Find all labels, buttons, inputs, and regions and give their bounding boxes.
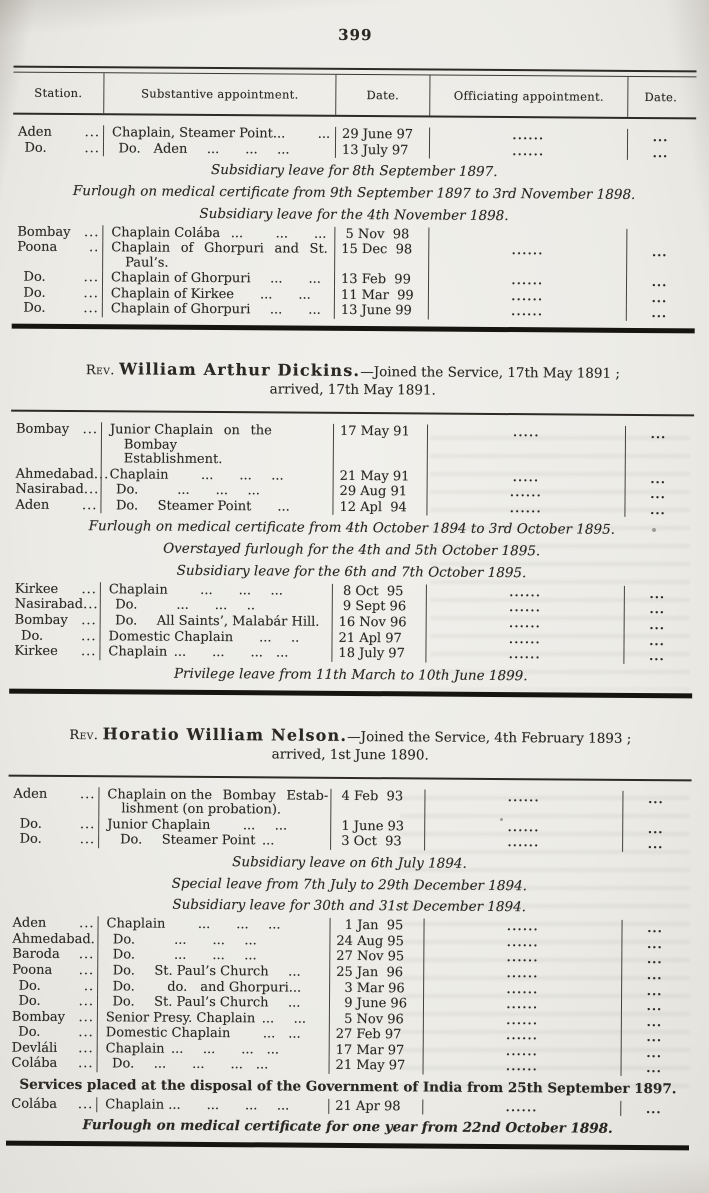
station-leader-dots: ... [80,644,97,660]
date-cell: 3 Oct 93 [330,834,424,850]
station-cell [7,1009,97,1025]
station-leader-dots: ... [78,1056,94,1072]
date-cell: 21 May 91 [333,468,427,484]
substantive-appointment-cell: Chaplain ... ... ... ... [99,644,331,661]
station-cell [7,947,97,963]
station-cell [11,422,101,467]
reverend-prefix: Rev. [85,363,115,379]
substantive-appointment-cell: Do. ... ... ... [97,932,329,949]
officiating-date-cell: ... [621,1060,687,1076]
station-name: Bombay [15,421,70,437]
date-cell: 3 Mar 96 [329,980,423,996]
date-cell: 4 Feb 93 [330,788,424,819]
substantive-appointment-cell: Do. do. and Ghorpuri... [97,979,329,996]
service-note: Furlough on medical certificate for one year from 22nd October 1898. [82,1117,613,1138]
officiating-appointment-cell: ...... [425,647,623,664]
officiating-date-cell: ... [624,502,690,518]
date-cell: 8 Oct 95 [332,584,426,600]
arrived-text: arrived, 1st June 1890. [271,745,429,764]
officiating-date-cell: ... [626,244,692,275]
station-name: Aden [18,124,52,140]
date-cell: 1 Jan 95 [329,918,423,934]
station-cell [11,466,110,482]
station-leader-dots: ... [79,816,96,832]
officiating-appointment-cell: ...... [429,128,627,145]
service-note: Subsidiary leave on 6th July 1894. [232,853,467,872]
date-cell: 9 June 96 [329,996,423,1012]
officiating-date-cell: ... [621,951,687,967]
officiating-appointment-cell: ...... [425,631,623,648]
officiating-date-cell: ... [620,1101,686,1117]
table-column-headers [13,73,696,118]
section-end-rule [9,688,692,698]
officiating-appointment-cell: ...... [427,485,625,502]
station-name: Do. [11,1024,41,1040]
station-cell [8,816,98,832]
officiating-date-cell: ... [621,936,687,952]
substantive-appointment-cell: Do. Steamer Point ... [100,498,332,515]
date-cell: 29 June 97 [335,127,429,143]
substantive-appointment-cell: Do. ... ... ... [97,948,329,965]
date-cell: 5 Nov 98 [334,227,428,243]
date-cell: 12 Apl 94 [332,500,426,516]
officiating-date-cell [626,229,692,245]
station-cell [10,628,100,644]
officiating-appointment-cell: ...... [423,1028,621,1045]
substantive-appointment-cell: Chaplain, Steamer Point... ... [103,125,335,142]
column-header-date: Date. [335,75,429,116]
service-note: Subsidiary leave for 30th and 31st December 1894. [172,897,527,916]
table-rows-block [10,422,694,518]
station-leader-dots: ... [78,1025,94,1041]
substantive-appointment-cell: Senior Presy. Chaplain ... ... [97,1010,329,1027]
joined-service-text: —Joined the Service, 4th February 1893 ; [347,728,632,747]
station-leader-dots: ... [83,270,100,286]
officiating-date-cell: ... [621,998,687,1014]
substantive-appointment-cell: Chaplain ... ... ... ... [97,1041,329,1058]
officiating-date-cell: ... [624,586,690,602]
station-name: Kirkee [14,581,59,597]
station-leader-dots: ... [78,963,95,979]
officiating-date-cell: ... [621,920,687,936]
substantive-appointment-cell: Do. St. Paul’s Church ... [97,963,329,980]
station-leader-dots: ... [83,286,100,302]
table-rows-block [9,581,693,664]
section-end-rule [6,1141,689,1151]
date-cell: 13 July 97 [335,142,429,158]
station-name: Do. [16,285,46,301]
officiating-appointment-cell: ...... [428,273,626,290]
service-note: Services placed at the disposal of the Government of India from 25th September 1897. [19,1076,677,1098]
date-cell: 21 May 97 [329,1058,423,1074]
station-name: Aden [15,497,50,513]
station-cell [13,125,103,141]
station-name: Bombay [11,1009,66,1025]
column-header-substantive-appointment: Substantive appointment. [103,73,335,115]
station-cell [12,224,102,240]
station-cell [11,482,101,498]
officiating-date-cell: ... [626,274,692,290]
service-note: Furlough on medical certificate from 4th October 1894 to 3rd October 1895. [88,518,616,539]
officiating-appointment-cell: ...... [422,1099,620,1116]
officiating-appointment-cell: ..... [427,424,625,470]
officiating-appointment-cell: ...... [423,1012,621,1029]
station-leader-dots: ... [83,301,99,317]
officiating-date-cell: ... [622,790,688,821]
column-header-officiating-appointment: Officiating appointment. [429,76,627,117]
service-note: Subsidiary leave for the 4th November 1898. [199,205,509,224]
station-leader-dots: ... [84,125,101,141]
officiating-date-cell: ... [625,426,691,471]
officiating-appointment-cell: ...... [426,500,624,517]
station-leader-dots: .. [88,240,100,256]
officiating-date-cell: ... [621,982,687,998]
date-cell: 11 Mar 99 [334,288,428,304]
officiating-appointment-cell: ...... [423,950,621,967]
table-row [12,240,695,275]
officiating-date-cell: ... [626,290,692,306]
date-cell: 25 Jan 96 [329,965,423,981]
station-cell [6,1096,96,1112]
station-name: Do. [14,628,44,644]
officiating-appointment-cell: ...... [423,981,621,998]
station-cell [7,931,97,947]
station-cell [7,994,97,1010]
officiating-appointment-cell: ...... [428,243,626,274]
page-number: 399 [338,25,373,45]
station-leader-dots: ... [77,1096,94,1112]
column-header-station: Station. [34,85,83,101]
service-note: Subsidiary leave for 8th September 1897. [211,162,498,181]
date-cell: 27 Feb 97 [329,1027,423,1043]
station-cell [12,270,102,286]
substantive-appointment-cell: Chaplain of Ghorpuri and St. Paul’s. [102,240,334,272]
officiating-date-cell: ... [627,129,693,145]
station-name: Ahmedabad [15,466,94,482]
station-name: Do. [17,269,46,286]
substantive-appointment-cell: Chaplain on the Bombay Estab- lishment (on probation). [98,787,330,819]
officiating-date-cell: ... [623,648,689,664]
station-cell [10,597,100,613]
officiating-date-cell: ... [624,601,690,617]
station-cell [10,497,100,513]
officiating-appointment-cell: ...... [428,288,626,305]
table-rows-block [13,125,696,161]
service-note: Overstayed furlough for the 4th and 5th October 1895. [163,540,541,560]
officiating-appointment-cell: ..... [427,469,625,486]
station-leader-dots: ... [78,1009,94,1025]
substantive-appointment-cell: Chaplain ... ... ... [97,917,329,934]
officiating-date-cell: ... [624,617,690,633]
date-cell: 17 May 91 [333,424,427,469]
station-leader-dots: . [90,932,96,948]
service-note: Special leave from 7th July to 29th December 1894. [171,875,528,894]
station-leader-dots: ... [79,786,96,802]
station-leader-dots: ... [82,422,99,438]
officiating-appointment-cell: ...... [424,835,622,852]
section-heading-line1 [11,359,694,383]
station-name: Aden [12,915,47,932]
station-name: Kirkee [14,643,58,660]
station-name: Do. [17,140,47,156]
substantive-appointment-cell: Domestic Chaplain ... ... [97,1025,329,1042]
officiating-date-cell: ... [622,820,688,836]
section-end-rule [12,324,695,334]
officiating-appointment-cell: ...... [423,919,621,936]
station-name: Devláli [11,1040,58,1056]
table-row [6,1096,689,1116]
substantive-appointment-cell: Chaplain of Kirkee ... ... [102,286,334,303]
date-cell: 9 Sept 96 [332,599,426,615]
station-cell [7,978,97,994]
table-rows-block [6,1096,689,1116]
officiating-appointment-cell: ...... [424,789,622,820]
date-cell: 17 Mar 97 [329,1043,423,1059]
officiating-date-cell: ... [621,967,687,983]
station-name: Poona [17,239,58,256]
date-cell: 27 Nov 95 [329,949,423,965]
table-rows-block [7,916,691,1076]
substantive-appointment-cell: Do. ... ... .. [100,598,332,615]
substantive-appointment-cell: Chaplain ... ... ... ... [96,1097,328,1114]
section-heading [11,359,694,401]
station-leader-dots: ... [83,224,100,240]
station-cell [10,613,100,629]
station-name: Nasirabad [15,481,84,498]
officiating-date-cell: ... [621,1013,687,1029]
station-cell [12,240,102,271]
station-leader-dots: ... [78,994,95,1010]
officiating-appointment-cell: ...... [426,615,624,632]
station-leader-dots: ... [83,597,99,613]
officiating-appointment-cell: ...... [423,934,621,951]
substantive-appointment-cell: Chaplain of Ghorpuri ... ... [102,302,334,319]
date-cell: 5 Nov 96 [329,1011,423,1027]
station-cell [7,916,97,932]
officiating-appointment-cell: ...... [423,997,621,1014]
station-name: Do. [16,301,46,317]
date-cell: 29 Aug 91 [333,484,427,500]
substantive-appointment-cell: Do. St. Paul’s Church ... [97,994,329,1011]
station-leader-dots: .. [83,978,95,994]
station-leader-dots: ... [82,497,98,513]
station-name: Ahmedabad [12,931,91,948]
officiating-appointment-cell: ...... [429,143,627,160]
date-cell: 21 Apr 98 [328,1098,422,1114]
substantive-appointment-cell: Do. All Saints’, Malabár Hill. [100,613,332,630]
substantive-appointment-cell: Chaplain ... ... ... [100,582,332,599]
station-cell [12,301,102,317]
station-leader-dots: ... [84,140,101,156]
date-cell: 24 Aug 95 [329,934,423,950]
reverend-prefix: Rev. [69,727,99,743]
table-top-rule [11,410,694,417]
station-name: Colába [11,1096,58,1112]
officiating-date-cell: ... [625,486,691,502]
date-cell: 21 Apl 97 [331,630,425,646]
station-name: Baroda [12,947,60,963]
station-leader-dots: ... [81,581,97,598]
station-name: Bombay [14,612,68,628]
table-rows-block [12,224,696,321]
substantive-appointment-cell: Chaplain ... ... ... [101,467,333,484]
substantive-appointment-cell: Do. ... ... ... [101,482,333,499]
officiating-date-cell: ... [622,836,688,852]
station-leader-dots: ... [79,916,95,932]
officiating-appointment-cell: ...... [426,584,624,601]
station-name: Do. [13,831,42,847]
station-cell [7,1025,97,1041]
station-leader-dots: ... [81,613,97,629]
substantive-appointment-cell: Chaplain of Ghorpuri ... ... [102,271,334,288]
station-cell [7,963,97,979]
station-leader-dots: ... [79,832,96,848]
station-leader-dots: ... [93,466,110,482]
substantive-appointment-cell: Junior Chaplain ... ... [98,817,330,834]
officiating-appointment-cell: ...... [423,1059,621,1076]
table-row [11,422,694,471]
station-name: Do. [13,816,42,832]
station-leader-dots: ... [78,1040,94,1056]
substantive-appointment-cell: Do. Aden ... ... ... [103,141,335,158]
service-note: Furlough on medical certificate from 9th September 1897 to 3rd November 1898. [72,182,636,203]
station-name: Colába [11,1055,58,1072]
service-note: Privilege leave from 11th March to 10th June 1899. [173,665,528,684]
station-cell [7,1040,97,1056]
chaplain-name: Horatio William Nelson. [102,723,348,745]
officiating-appointment-cell: ...... [423,1043,621,1060]
column-header-date-2: Date. [627,77,693,117]
officiating-date-cell: ... [621,1045,687,1061]
section-heading-line1 [9,723,692,747]
substantive-appointment-cell: Do. Steamer Point ... [98,832,330,849]
officiating-appointment-cell: ...... [423,965,621,982]
officiating-date-cell: ... [625,471,691,487]
table-row [8,786,691,821]
officiating-appointment-cell: ...... [428,304,626,321]
officiating-appointment-cell: ...... [424,819,622,836]
substantive-appointment-cell: Do. ... ... ... ... [97,1056,329,1073]
officiating-date-cell: ... [627,144,693,160]
date-cell: 18 July 97 [331,646,425,662]
station-cell [9,644,99,660]
date-cell: 16 Nov 96 [332,615,426,631]
officiating-date-cell: ... [626,305,692,321]
station-cell [12,286,102,302]
station-cell [7,1056,97,1072]
station-cell [8,786,98,817]
officiating-date-cell: ... [623,632,689,648]
date-cell: 1 June 93 [330,818,424,834]
officiating-appointment-cell: ...... [426,600,624,617]
substantive-appointment-cell: Domestic Chaplain ... .. [100,629,332,646]
section-heading [9,723,692,765]
station-leader-dots: ... [81,628,97,644]
officiating-appointment-cell [428,227,626,244]
joined-service-text: —Joined the Service, 17th May 1891 ; [360,364,620,382]
table-rows-block [8,786,691,852]
station-name: Do. [11,993,41,1009]
substantive-appointment-cell: Chaplain Colába ... ... ... [102,225,334,242]
station-name: Aden [13,786,48,802]
station-name: Poona [12,962,53,978]
station-cell [10,581,100,597]
station-cell [8,832,98,848]
date-cell: 13 Feb 99 [334,272,428,288]
arrived-text: arrived, 17th May 1891. [269,381,436,399]
service-note: Subsidiary leave for the 6th and 7th October 1895. [176,562,527,582]
station-name: Bombay [17,224,71,240]
station-leader-dots: ... [78,947,95,963]
table-top-rule [9,774,692,781]
station-cell [13,140,103,156]
date-cell: 13 June 99 [334,303,428,319]
station-name: Do. [12,978,41,994]
officiating-date-cell: ... [621,1029,687,1045]
station-name: Nasirabad [14,597,84,613]
chaplain-name: William Arthur Dickins. [119,359,361,381]
date-cell: 15 Dec 98 [334,242,428,273]
substantive-appointment-cell: Junior Chaplain on the Bombay Establishment. [101,422,333,468]
station-leader-dots: ... [83,482,100,498]
